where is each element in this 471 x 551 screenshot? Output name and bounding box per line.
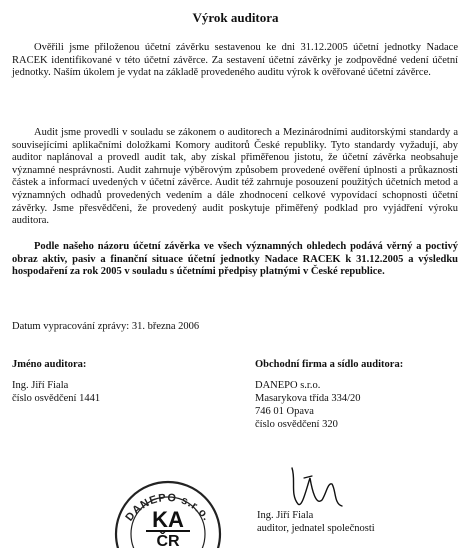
firm-block: [255, 358, 403, 431]
document-title: Výrok auditora: [192, 10, 279, 25]
signer-block: [257, 509, 375, 535]
auditor-name: Ing. Jiří Fiala: [12, 380, 69, 391]
seal-top-text: DANEPO s.r.o.: [123, 491, 213, 524]
opinion-paragraph: Podle našeho názoru účetní závěrka ve všech významných ohledech podává věrný a poctivý obraz aktiv, pasiv a finanční situace účetní jednotky Nadace RACEK k 31.12.2005 a výsledku hospodaření za rok 2005 v souladu s účetními předpisy platnými v České republice.: [12, 241, 458, 278]
firm-heading: Obchodní firma a sídlo auditora:: [255, 359, 404, 370]
scope-paragraph: Audit jsme provedli v souladu se zákonem o auditorech a Mezinárodními auditorskými standardy a souvisejícími aplikačními doložkami Komory auditorů České republiky. Tyto standardy vyžadují, aby auditor naplánoval a provedl audit tak, aby získal přiměřenou jistotu, že účetní závěrka neobsahuje významné nesprávnosti. Audit zahrnuje výběrovým způsobem provedené ověření úplnosti a průkaznosti částek a informací uvedených v účetní závěrce. Audit též zahrnuje posouzení použitých účetních metod a významných odhadů provedených vedením a dále zhodnocení celkové vypovídací schopnosti účetní závěrky. Jsme přesvědčeni, že provedený audit poskytuje přiměřený podklad pro vyjádření výroku auditora.: [12, 127, 458, 227]
auditor-cert: číslo osvědčení 1441: [12, 393, 101, 404]
seal-logo-cr: ČR: [156, 533, 180, 548]
auditor-heading: Jméno auditora:: [12, 359, 87, 370]
firm-street: Masarykova třída 334/20: [255, 393, 361, 404]
intro-paragraph: Ověřili jsme přiloženou účetní závěrku sestavenou ke dni 31.12.2005 účetní jednotky Nadace RACEK identifikované v této účetní závěrce. Za sestavení účetní závěrky je zodpovědné vedení účetní jednotky. Naším úkolem je vydat na základě provedeného auditu výrok k ověřované účetní závěrce.: [12, 42, 458, 79]
signer-name: Ing. Jiří Fiala: [257, 510, 314, 521]
seal-logo-ka: KA: [152, 507, 184, 532]
firm-name: DANEPO s.r.o.: [255, 380, 321, 391]
auditor-block: [12, 358, 100, 405]
company-seal-stamp: [108, 470, 228, 548]
firm-cert: číslo osvědčení 320: [255, 419, 338, 430]
report-date: Datum vypracování zprávy: 31. března 2006: [12, 321, 200, 332]
firm-city: 746 01 Opava: [255, 406, 314, 417]
signer-role: auditor, jednatel společnosti: [257, 523, 375, 534]
